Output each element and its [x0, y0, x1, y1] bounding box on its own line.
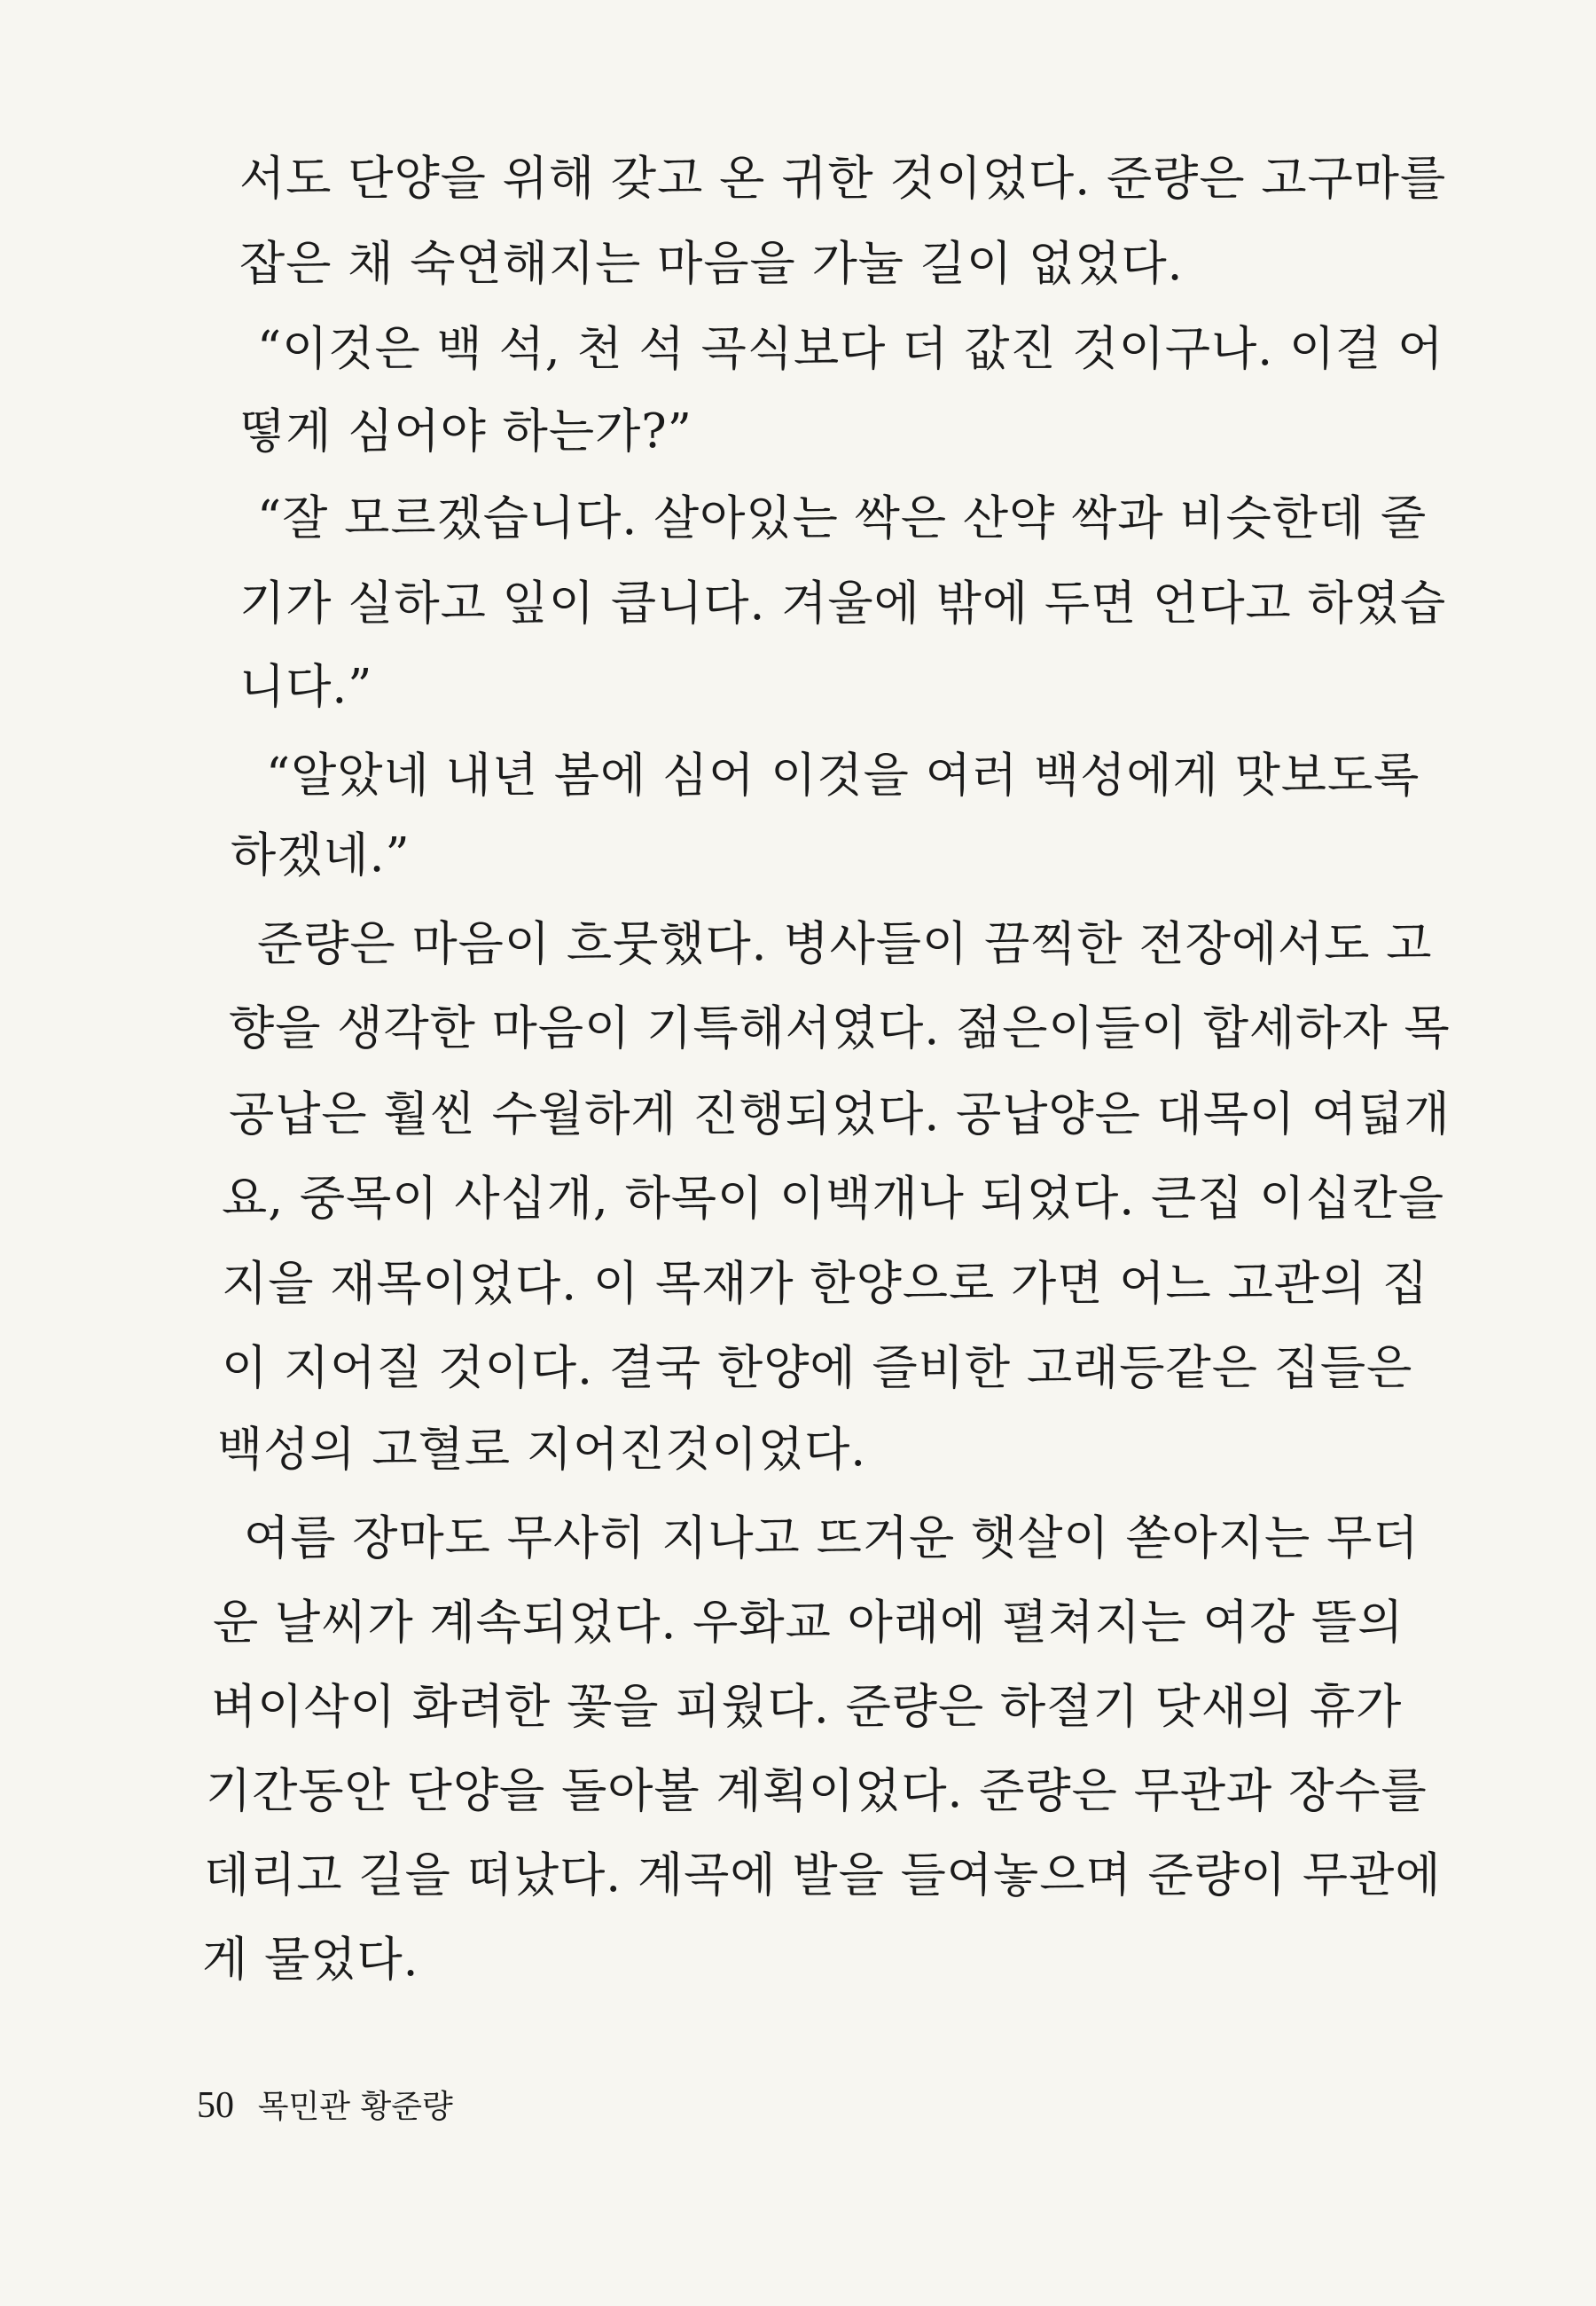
text-line: 니다.”	[239, 660, 373, 714]
text-line: 하겠네.”	[231, 828, 411, 882]
text-line: 백성의 고혈로 지어진것이었다.	[217, 1423, 867, 1477]
text-line: 요, 중목이 사십개, 하목이 이백개나 되었다. 큰집 이십칸을	[222, 1172, 1445, 1226]
text-line: 지을 재목이었다. 이 목재가 한양으로 가면 어느 고관의 집	[222, 1257, 1429, 1311]
text-line: “알았네 내년 봄에 심어 이것을 여러 백성에게 맛보도록	[266, 749, 1420, 803]
text-line: 서도 단양을 위해 갖고 온 귀한 것이었다. 준량은 고구마를	[239, 152, 1447, 206]
text-line: 운 날씨가 계속되었다. 우화교 아래에 펼쳐지는 여강 뜰의	[213, 1596, 1404, 1650]
text-line: 향을 생각한 마음이 기특해서였다. 젊은이들이 합세하자 목	[229, 1001, 1451, 1055]
text-line: 데리고 길을 떠났다. 계곡에 발을 들여놓으며 준량이 무관에	[204, 1848, 1442, 1902]
page-footer	[197, 2084, 453, 2129]
running-title: 목민관 황준량	[257, 2089, 453, 2125]
text-line: “잘 모르겠습니다. 살아있는 싹은 산약 싹과 비슷한데 줄	[257, 491, 1428, 545]
text-line: 떻게 심어야 하는가?”	[239, 404, 692, 459]
page-number: 50	[197, 2085, 234, 2126]
text-line: “이것은 백 석, 천 석 곡식보다 더 값진 것이구나. 이걸 어	[257, 322, 1444, 376]
text-line: 준량은 마음이 흐뭇했다. 병사들이 끔찍한 전장에서도 고	[257, 917, 1433, 971]
text-line: 여름 장마도 무사히 지나고 뜨거운 햇살이 쏟아지는 무더	[244, 1511, 1420, 1565]
text-line: 게 물었다.	[202, 1933, 419, 1987]
text-line: 공납은 훨씬 수월하게 진행되었다. 공납양은 대목이 여덟개	[229, 1087, 1451, 1141]
text-line: 벼이삭이 화려한 꽃을 피웠다. 준량은 하절기 닷새의 휴가	[211, 1680, 1403, 1734]
text-line: 이 지어질 것이다. 결국 한양에 즐비한 고래등같은 집들은	[222, 1341, 1413, 1395]
text-line: 기간동안 단양을 돌아볼 계획이었다. 준량은 무관과 장수를	[206, 1764, 1428, 1818]
text-line: 잡은 채 숙연해지는 마음을 가눌 길이 없었다.	[239, 237, 1184, 291]
text-line: 기가 실하고 잎이 큽니다. 겨울에 밖에 두면 언다고 하였습	[239, 576, 1447, 631]
